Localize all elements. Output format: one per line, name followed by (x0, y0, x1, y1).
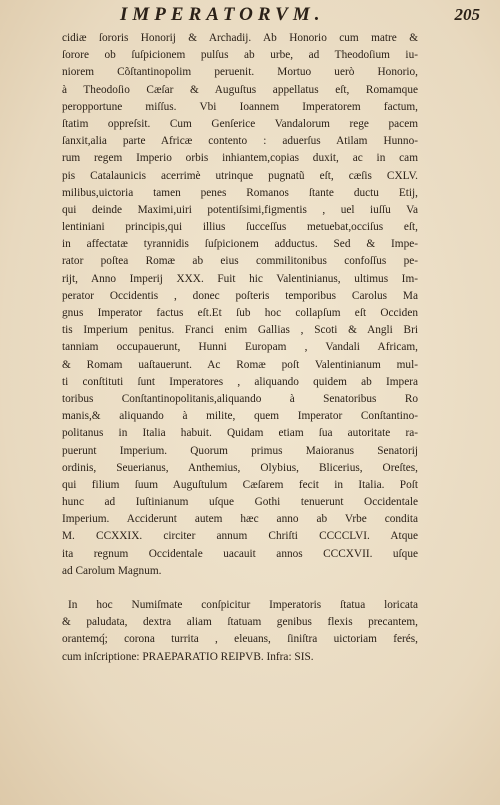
text-line: hunc ad Iuſtinianum uſque Gothi tenuerunt Occidentale (62, 496, 418, 509)
text-line: qui filium ſuum Auguſtulum Cæſarem fecit in Italia. Poſt (62, 478, 418, 491)
text-line: manis,& aliquando à milite, quem Imperator Conſtantino- (62, 410, 418, 423)
text-line: toribus Conſtantinopolitanis,aliquando à Senatoribus Ro (62, 392, 418, 405)
text-line: ordinis, Seuerianus, Anthemius, Olybius, Blicerius, Oreſtes, (62, 461, 418, 474)
paragraph-coin-description (62, 597, 418, 666)
text-line: & paludata, dextra aliam ſtatuam genibus flexis precantem, (62, 616, 418, 629)
text-line: tanniam occupauerunt, Hunni Europam , Vandali Africam, (62, 341, 418, 354)
text-line: puerunt Imperium. Quorum primus Maioranus Senatorij (62, 444, 418, 457)
text-line: ſtatim oppreſsit. Cum Genſerice Vandalorum rege pacem (62, 117, 418, 130)
text-line: à Theodoſio Cæſar & Auguſtus appellatus eſt, Romamque (62, 83, 418, 96)
paragraph-gap (62, 580, 418, 597)
text-line: ad Carolum Magnum. (62, 564, 162, 577)
text-line: qui deinde Maximi,uiri potentiſsimi,figmentis , uel iuſſu Va (62, 203, 418, 216)
text-line: tis Imperium penitus. Franci enim Gallias , Scoti & Angli Bri (62, 324, 418, 337)
text-line: cum inſcriptione: PRAEPARATIO REIPVB. Infra: SIS. (62, 650, 314, 663)
text-line: politanus in Italia habuit. Quidam etiam ſua autoritate ra- (62, 427, 418, 440)
body-text (62, 30, 418, 666)
text-line: milibus,uictoria tamen penes Romanos ſtante ductu Etij, (62, 186, 418, 199)
text-line: ſanxit,alia parte Africæ contento : aduerſus Atilam Hunno- (62, 135, 418, 148)
running-head: IMPERATORVM. (120, 4, 325, 25)
text-line: & Romam uaſtauerunt. Ac Romæ poſt Valentinianum mul- (62, 358, 418, 371)
text-line: peropportune miſſus. Vbi Ioannem Imperatorem factum, (62, 100, 418, 113)
text-line: rum regem Imperio orbis inhiantem,copias duxit, ac in cam (62, 152, 418, 165)
text-line: perator Occidentis , donec poſteris temporibus Carolus Ma (62, 289, 418, 302)
text-line: pis Catalaunicis acerrimè utrinque pugnatũ eſt, cæſis CXLV. (62, 169, 418, 182)
text-line: niorem Cõſtantinopolim peruenit. Mortuo uerò Honorio, (62, 66, 418, 79)
page-number: 205 (454, 5, 480, 24)
text-line: gnus Imperator factus eſt.Et ſub hoc collapſum eſt Occiden (62, 307, 418, 319)
text-line: in affectatæ tyrannidis ſuſpicionem adductus. Sed & Impe- (62, 238, 418, 251)
text-line: ſorore ob ſuſpicionem pulſus ab urbe, ad Theodoſium iu- (62, 49, 418, 62)
text-line: rator poſtea Romæ ab eius commilitonibus confoſſus pe- (62, 255, 418, 268)
paragraph-history (62, 30, 418, 580)
text-line: M. CCXXIX. circiter annum Chriſti CCCCLVI. Atque (62, 530, 418, 543)
page-header (60, 4, 480, 30)
text-line: Imperium. Acciderunt autem hæc anno ab Vrbe condita (62, 513, 418, 526)
text-line: ti conſtituti ſunt Imperatores , aliquando quidem ab Impera (62, 375, 418, 388)
text-line: rijt, Anno Imperij XXX. Fuit hic Valentinianus, ultimus Im- (62, 272, 418, 285)
text-line: orantemq́; corona turrita , eleuans, ſiniſtra uictoriam ferés, (62, 633, 418, 646)
text-line: cidiæ ſororis Honorij & Archadij. Ab Honorio cum matre & (62, 32, 418, 44)
text-line: ita regnum Occidentale uacauit annos CCCXVII. uſque (62, 547, 418, 560)
text-line: In hoc Numiſmate conſpicitur Imperatoris ſtatua loricata (68, 599, 418, 611)
text-line: lentiniani principis,qui illius ſucceſſus metuebat,occiſus eſt, (62, 221, 418, 234)
